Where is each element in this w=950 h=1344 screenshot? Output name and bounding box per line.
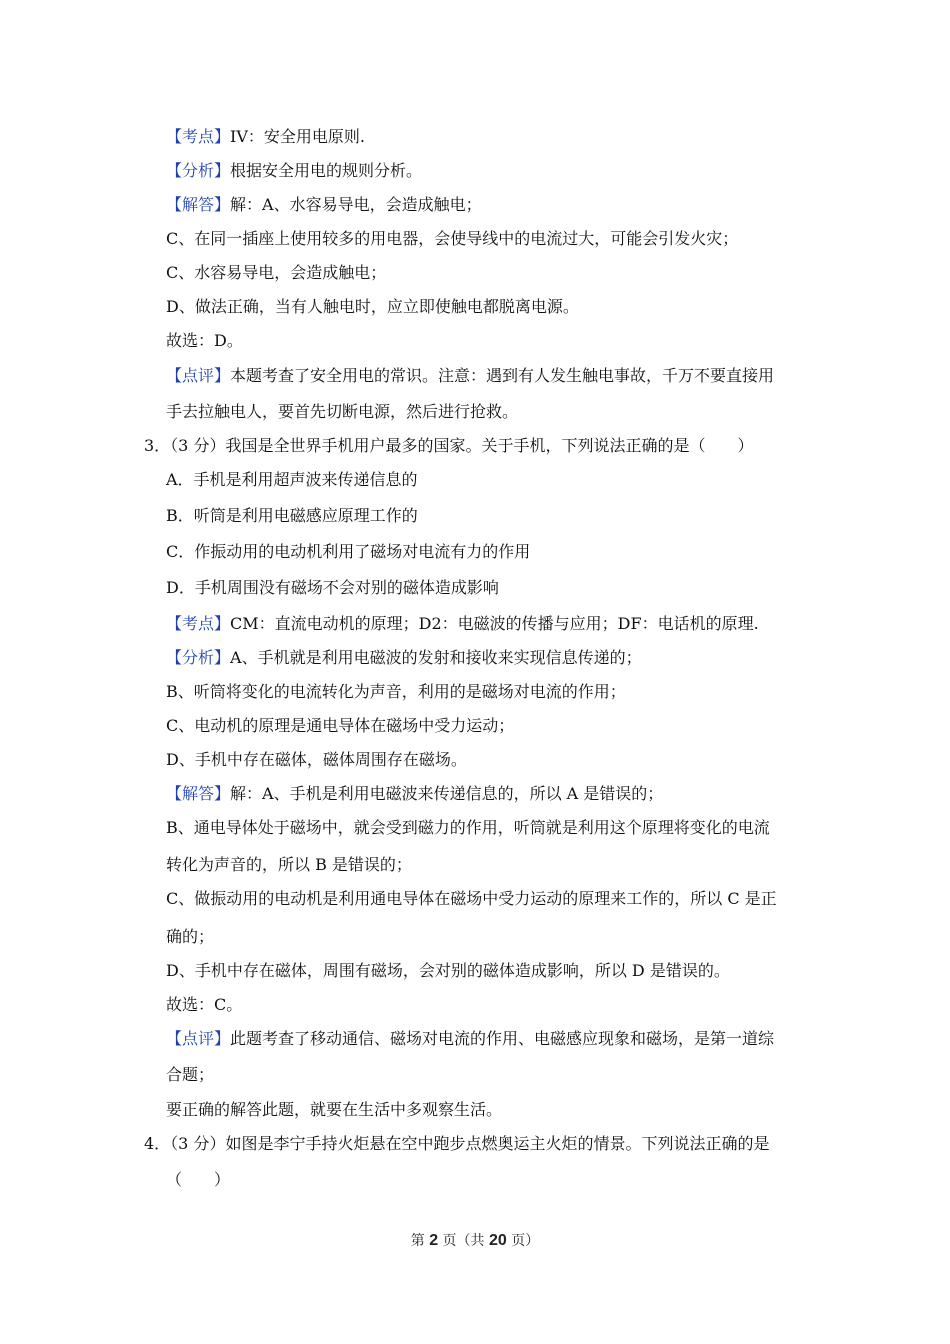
- text-line: [166, 578, 499, 598]
- line-text: CM：直流电动机的原理；D2：电磁波的传播与应用；DF：电话机的原理.: [230, 614, 759, 633]
- text-line: [166, 889, 777, 909]
- labeled-paragraph: [166, 1029, 774, 1049]
- line-text: C、电动机的原理是通电导体在磁场中受力运动；: [166, 716, 515, 735]
- line-text: 3．（3 分）我国是全世界手机用户最多的国家。关于手机，下列说法正确的是（ ）: [144, 436, 754, 455]
- page-footer: [0, 1230, 950, 1250]
- line-text: C、做振动用的电动机是利用通电导体在磁场中受力运动的原理来工作的，所以 C 是正: [166, 889, 777, 908]
- line-text: B．听筒是利用电磁感应原理工作的: [166, 506, 418, 525]
- section-tag: 【点评】: [166, 366, 231, 385]
- footer-suffix: 页）: [511, 1233, 540, 1249]
- question-stem: [144, 436, 753, 456]
- line-text: D．手机周围没有磁场不会对别的磁体造成影响: [166, 578, 499, 597]
- line-text: 根据安全用电的规则分析。: [230, 161, 423, 180]
- line-text: 要正确的解答此题，就要在生活中多观察生活。: [166, 1100, 503, 1119]
- text-line: [166, 470, 418, 490]
- labeled-paragraph: [166, 366, 774, 386]
- question-stem: [144, 1134, 769, 1154]
- line-text: （ ）: [166, 1170, 231, 1189]
- text-line: [166, 263, 386, 283]
- footer-page-number: 2: [429, 1232, 439, 1249]
- line-text: 转化为声音的，所以 B 是错误的；: [166, 855, 412, 874]
- text-line: [166, 716, 514, 736]
- labeled-paragraph: [166, 648, 642, 668]
- labeled-paragraph: [166, 784, 663, 804]
- text-line: [166, 750, 467, 770]
- footer-total-pages: 20: [489, 1232, 507, 1249]
- line-text: 确的；: [166, 927, 215, 946]
- section-tag: 【点评】: [166, 1029, 231, 1048]
- line-text: 解：A、水容易导电，会造成触电；: [230, 195, 482, 214]
- text-line: [166, 506, 418, 526]
- labeled-paragraph: [166, 195, 482, 215]
- text-line: [166, 542, 530, 562]
- text-line: [166, 995, 242, 1015]
- labeled-paragraph: [166, 614, 759, 634]
- line-text: IV：安全用电原则.: [230, 127, 365, 146]
- text-line: [166, 961, 730, 981]
- line-text: A．手机是利用超声波来传递信息的: [166, 470, 418, 489]
- text-line: [166, 682, 626, 702]
- line-text: D、手机中存在磁体，周围有磁场，会对别的磁体造成影响，所以 D 是错误的。: [166, 961, 730, 980]
- labeled-paragraph: [166, 161, 422, 181]
- labeled-paragraph: [166, 127, 365, 147]
- section-tag: 【分析】: [166, 161, 231, 180]
- line-text: C、水容易导电，会造成触电；: [166, 263, 387, 282]
- section-tag: 【解答】: [166, 195, 231, 214]
- line-text: 手去拉触电人，要首先切断电源，然后进行抢救。: [166, 402, 519, 421]
- line-text: C、在同一插座上使用较多的用电器，会使导线中的电流过大，可能会引发火灾；: [166, 229, 739, 248]
- section-tag: 【考点】: [166, 614, 231, 633]
- line-text: D、做法正确，当有人触电时，应立即使触电都脱离电源。: [166, 297, 579, 316]
- line-text: 故选：C。: [166, 995, 243, 1014]
- line-text: 4．（3 分）如图是李宁手持火炬悬在空中跑步点燃奥运主火炬的情景。下列说法正确的是: [144, 1134, 770, 1153]
- text-line: [166, 331, 243, 351]
- footer-prefix: 第: [410, 1233, 425, 1249]
- text-line: [166, 818, 770, 838]
- section-tag: 【考点】: [166, 127, 231, 146]
- text-line: [166, 855, 412, 875]
- text-line: [166, 229, 738, 249]
- text-line: [166, 297, 579, 317]
- text-line: [166, 1100, 502, 1120]
- section-tag: 【解答】: [166, 784, 231, 803]
- line-text: 合题；: [166, 1065, 215, 1084]
- text-line: [166, 402, 518, 422]
- line-text: D、手机中存在磁体，磁体周围存在磁场。: [166, 750, 467, 769]
- line-text: B、听筒将变化的电流转化为声音，利用的是磁场对电流的作用；: [166, 682, 626, 701]
- text-line: [166, 927, 214, 947]
- footer-middle: 页（共: [442, 1233, 485, 1249]
- line-text: C．作振动用的电动机利用了磁场对电流有力的作用: [166, 542, 531, 561]
- line-text: 本题考查了安全用电的常识。注意：遇到有人发生触电事故，千万不要直接用: [230, 366, 775, 385]
- text-line: [166, 1065, 214, 1085]
- line-text: 故选：D。: [166, 331, 243, 350]
- section-tag: 【分析】: [166, 648, 231, 667]
- text-line: [166, 1170, 230, 1190]
- line-text: A、手机就是利用电磁波的发射和接收来实现信息传递的；: [230, 648, 642, 667]
- line-text: B、通电导体处于磁场中，就会受到磁力的作用，听筒就是利用这个原理将变化的电流: [166, 818, 770, 837]
- line-text: 解：A、手机是利用电磁波来传递信息的，所以 A 是错误的；: [230, 784, 664, 803]
- line-text: 此题考查了移动通信、磁场对电流的作用、电磁感应现象和磁场，是第一道综: [230, 1029, 775, 1048]
